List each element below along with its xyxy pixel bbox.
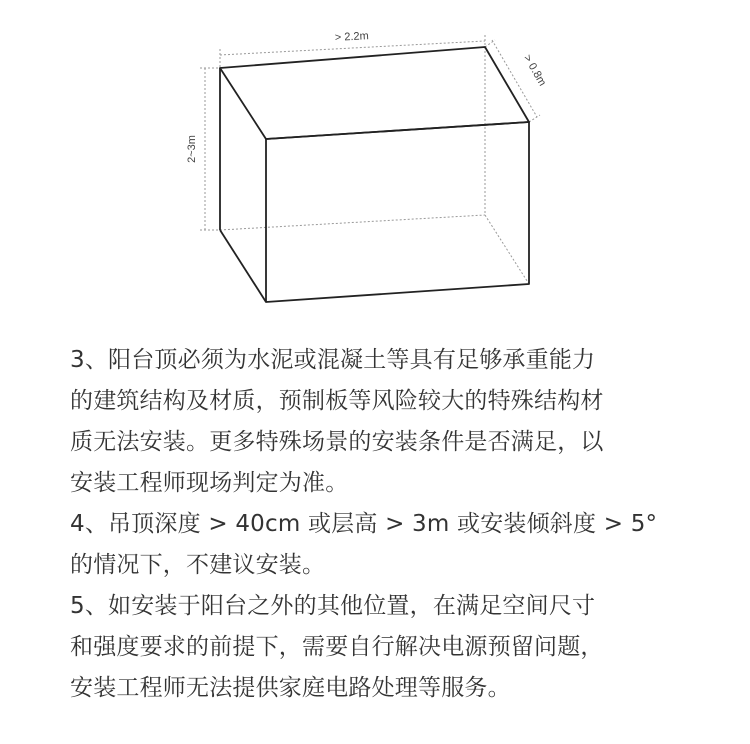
note-item [70, 340, 710, 504]
depth-dimension-line [492, 40, 537, 117]
width-label: > 2.2m [334, 30, 370, 44]
note-line: 质无法安装。更多特殊场景的安装条件是否满足，以 [70, 429, 604, 455]
note-line: 安装工程师无法提供家庭电路处理等服务。 [70, 675, 511, 701]
note-line: 的情况下，不建议安装。 [70, 552, 326, 578]
note-item [70, 504, 710, 586]
box-left-bottom-edge [220, 230, 266, 302]
note-line: 3、阳台顶必须为水泥或混凝土等具有足够承重能力 [70, 347, 596, 373]
box-outline [220, 47, 529, 302]
note-item [70, 586, 710, 709]
note-line: 的建筑结构及材质，预制板等风险较大的特殊结构材 [70, 388, 604, 414]
note-line: 安装工程师现场判定为准。 [70, 470, 349, 496]
note-line: 和强度要求的前提下，需要自行解决电源预留问题， [70, 634, 604, 660]
depth-label: > 0.8m [520, 52, 549, 89]
width-dimension-line [220, 41, 485, 55]
note-line: 4、吊顶深度 > 40cm 或层高 > 3m 或安装倾斜度 > 5° [70, 511, 658, 537]
hidden-edge-bottom-back [220, 215, 485, 230]
depth-dimension-tick-top [485, 40, 495, 47]
balcony-dimension-diagram [0, 0, 750, 320]
note-line: 5、如安装于阳台之外的其他位置，在满足空间尺寸 [70, 593, 596, 619]
installation-notes [70, 340, 710, 709]
hidden-edge-bottom-right [485, 215, 529, 284]
height-label: 2~3m [186, 135, 198, 163]
dimension-guides [200, 35, 540, 284]
box-front-face [266, 122, 529, 302]
depth-dimension-tick-bottom [529, 115, 540, 122]
